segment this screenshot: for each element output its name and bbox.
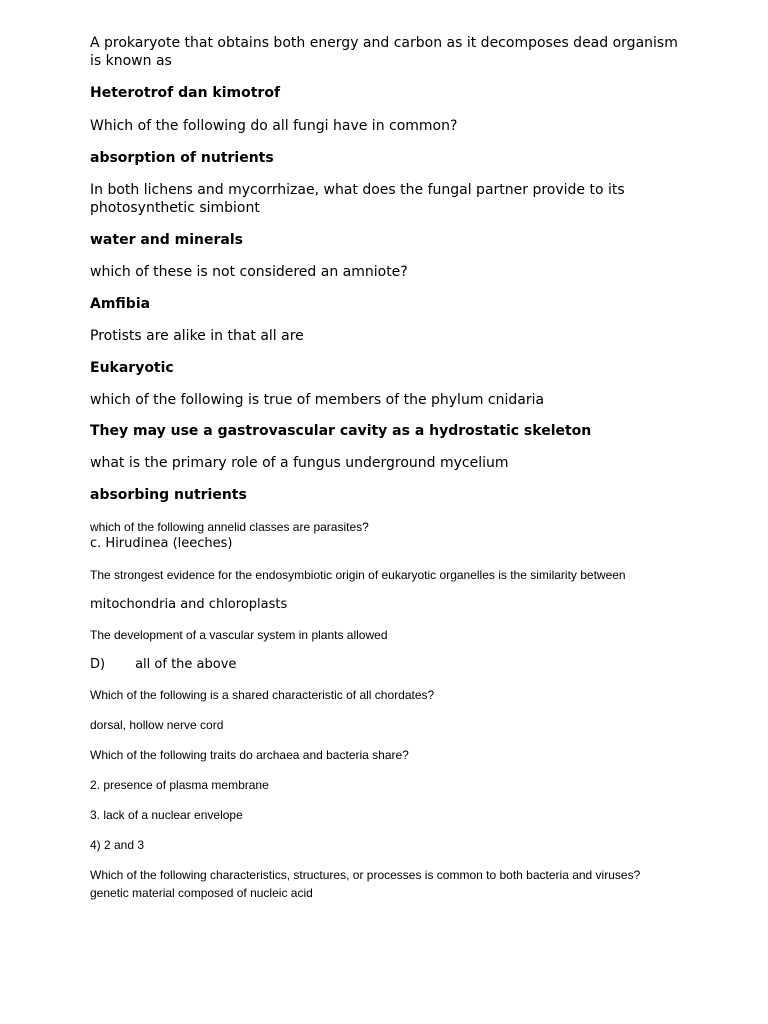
question-annelid: which of the following annelid classes are parasites? <box>90 520 369 534</box>
answer-4: Amfibia <box>90 296 151 312</box>
answer-vascular <box>90 656 236 674</box>
answer-annelid: c. Hirudinea (leeches) <box>90 536 233 551</box>
answer-archaea-2: 3. lack of a nuclear envelope <box>90 808 243 822</box>
question-endosymbiotic: The strongest evidence for the endosymbiotic origin of eukaryotic organelles is the similarity between <box>90 568 626 582</box>
question-3-line-1: In both lichens and mycorrhizae, what does the fungal partner provide to its <box>90 182 625 198</box>
question-4: which of these is not considered an amniote? <box>90 264 408 280</box>
question-3-line-2: photosynthetic simbiont <box>90 200 260 216</box>
question-viruses: Which of the following characteristics, structures, or processes is common to both bacteria and viruses? <box>90 868 641 882</box>
question-chordates: Which of the following is a shared characteristic of all chordates? <box>90 688 435 702</box>
question-7: what is the primary role of a fungus underground mycelium <box>90 455 509 471</box>
answer-archaea-3: 4) 2 and 3 <box>90 838 145 852</box>
answer-viruses: genetic material composed of nucleic acid <box>90 886 313 900</box>
question-5: Protists are alike in that all are <box>90 328 304 344</box>
answer-2: absorption of nutrients <box>90 150 274 166</box>
question-archaea: Which of the following traits do archaea and bacteria share? <box>90 748 409 762</box>
question-2: Which of the following do all fungi have in common? <box>90 118 458 134</box>
answer-chordates: dorsal, hollow nerve cord <box>90 718 224 732</box>
answer-vascular-letter: D) <box>90 657 106 672</box>
answer-archaea-1: 2. presence of plasma membrane <box>90 778 269 792</box>
answer-6: They may use a gastrovascular cavity as a hydrostatic skeleton <box>90 423 592 439</box>
answer-vascular-text: all of the above <box>135 657 237 672</box>
answer-3: water and minerals <box>90 232 243 248</box>
question-1-line-2: is known as <box>90 53 172 69</box>
question-1-line-1: A prokaryote that obtains both energy and carbon as it decomposes dead organism <box>90 35 678 51</box>
answer-7: absorbing nutrients <box>90 487 247 503</box>
question-vascular: The development of a vascular system in plants allowed <box>90 628 388 642</box>
answer-1: Heterotrof dan kimotrof <box>90 85 281 101</box>
question-6: which of the following is true of members of the phylum cnidaria <box>90 392 545 408</box>
answer-endosymbiotic: mitochondria and chloroplasts <box>90 597 288 612</box>
answer-5: Eukaryotic <box>90 360 174 376</box>
